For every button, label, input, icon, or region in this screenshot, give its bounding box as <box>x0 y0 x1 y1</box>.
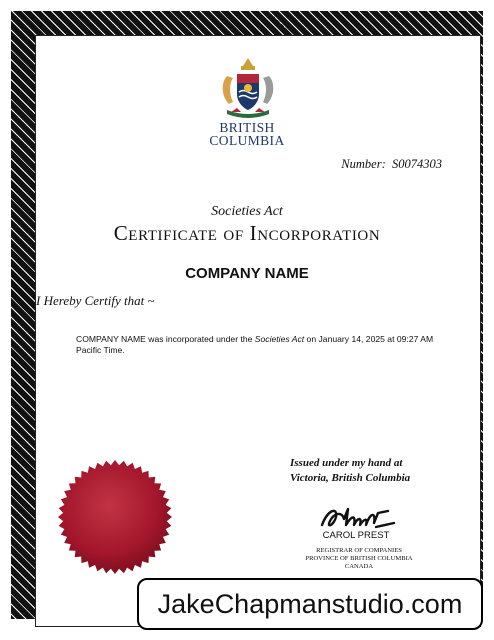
certificate-title: Certificate of Incorporation <box>113 221 381 245</box>
statement-prefix: COMPANY NAME was incorporated under the <box>76 334 255 344</box>
jurisdiction-line-1: BRITISH <box>219 120 275 135</box>
watermark-text: JakeChapmanstudio.com <box>157 589 463 619</box>
company-name: COMPANY NAME <box>185 265 309 282</box>
issued-line-2: Victoria, British Columbia <box>290 472 411 484</box>
act-name: Societies Act <box>211 204 283 219</box>
statement-suffix: on January 14, 2025 at 09:27 AM Pacific Time. <box>76 334 434 355</box>
jurisdiction-line-2: COLUMBIA <box>209 133 285 148</box>
bc-coat-of-arms-icon <box>217 56 279 120</box>
certify-line: I Hereby Certify that ~ <box>36 293 155 308</box>
certificate-number <box>341 157 442 172</box>
number-value: S0074303 <box>392 157 442 171</box>
red-seal-icon <box>56 458 174 576</box>
signatory-titles <box>270 547 448 571</box>
signatory-title-1: REGISTRAR OF COMPANIES <box>316 547 402 554</box>
signatory-title-3: CANADA <box>344 563 374 570</box>
signatory-name: CAROL PREST <box>322 530 390 541</box>
jurisdiction-name <box>190 121 304 147</box>
signatory-title-2: PROVINCE OF BRITISH COLUMBIA <box>305 555 413 562</box>
watermark-banner <box>137 578 483 630</box>
statement-act: Societies Act <box>254 334 305 344</box>
issued-line-1: Issued under my hand at <box>290 457 403 469</box>
issued-statement <box>290 456 410 486</box>
incorporation-statement <box>76 334 456 356</box>
number-label: Number: <box>341 157 386 171</box>
